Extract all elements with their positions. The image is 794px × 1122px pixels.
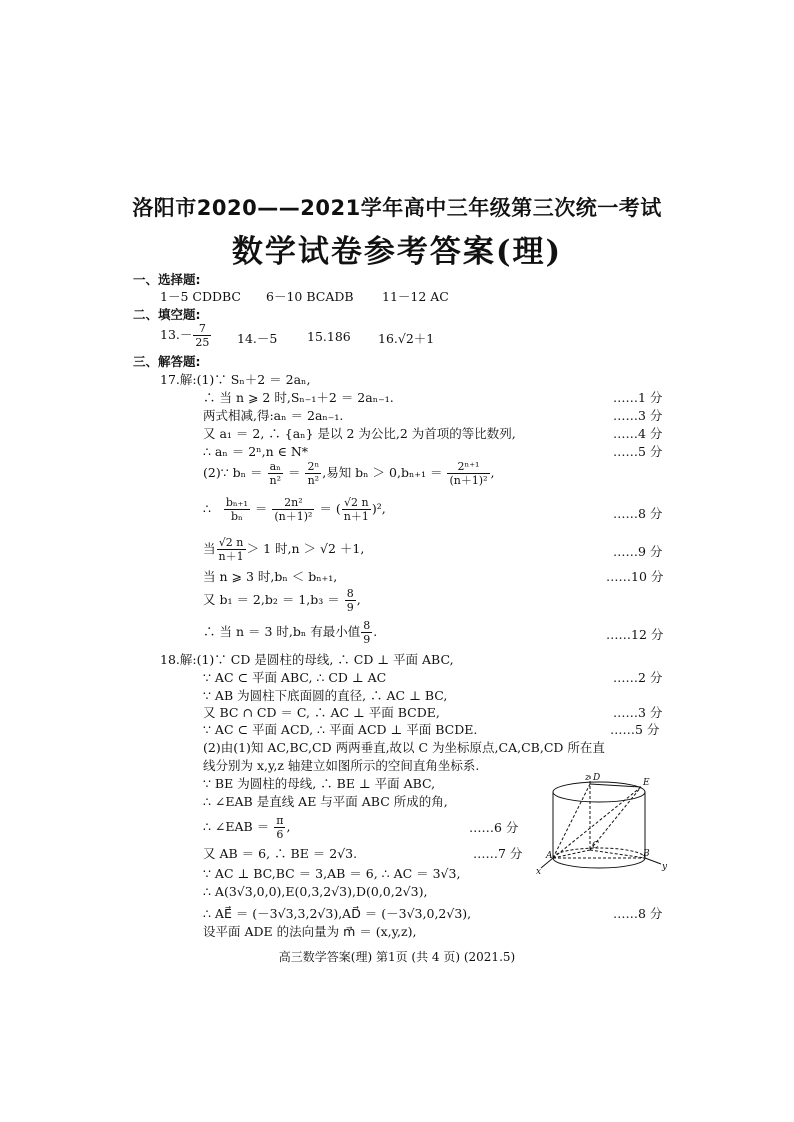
q17-l11-frac-den: 9 (363, 633, 371, 646)
label-z: z (585, 773, 590, 783)
q18-line-6: (2)由(1)知 AC,BC,CD 两两垂直,故以 C 为坐标原点,CA,CB,CD 所在直 (203, 740, 605, 755)
q18-line-2: ∵ AC ⊂ 平面 ABC, ∴ CD ⊥ AC (203, 670, 387, 685)
q18-score-8: ……8 分 (613, 906, 663, 921)
q17-line-4: 又 a₁ ＝ 2, ∴ {aₙ} 是以 2 为公比,2 为首项的等比数列, (203, 426, 516, 441)
q17-line-10: 又 b₁ ＝ 2,b₂ ＝ 1,b₃ ＝ $\frac{8}{9}$ , (203, 587, 361, 614)
q17-score-5: ……5 分 (613, 444, 663, 459)
q17-l11-prefix: ∴ 当 n ＝ 3 时,bₙ 有最小值 (203, 624, 361, 639)
q17-score-12: ……12 分 (606, 627, 664, 642)
section-choice-heading: 一、选择题: (133, 272, 201, 287)
bottom-back-arc (553, 848, 645, 858)
q18-l10-frac-num: π (276, 814, 284, 827)
q17-l6-frac2 (305, 460, 321, 487)
section-fill-heading: 二、填空题: (133, 307, 201, 322)
q17-l7-frac3-den: n＋1 (343, 510, 369, 523)
q17-score-10: ……10 分 (606, 569, 664, 584)
fill-answer-16: 16.√2＋1 (378, 331, 435, 346)
q18-line-3: ∵ AB 为圆柱下底面圆的直径, ∴ AC ⊥ BC, (203, 688, 448, 703)
label-B: B (643, 849, 650, 859)
q17-line-5: ∴ aₙ ＝ 2ⁿ,n ∈ N* (203, 444, 309, 459)
cylinder-coordinate-figure (533, 770, 673, 880)
q17-l6-frac3 (447, 460, 489, 487)
q17-l10-frac (345, 587, 356, 614)
q17-l11-frac-num: 8 (363, 619, 371, 632)
q17-l7-frac2-num: 2n² (272, 496, 314, 510)
q13-label: 13.－ (160, 327, 193, 342)
q17-score-1: ……1 分 (613, 390, 663, 405)
q18-score-7: ……7 分 (473, 846, 523, 861)
label-E: E (643, 778, 650, 788)
q17-l6-frac1-den: n² (269, 474, 281, 487)
q17-score-9: ……9 分 (613, 544, 663, 559)
q18-score-5: ……5 分 (610, 722, 660, 737)
choice-answers-1-5: 1－5 CDDBC (160, 289, 241, 304)
q18-line-12: ∵ AC ⊥ BC,BC ＝ 3,AB ＝ 6, ∴ AC ＝ 3√3, (203, 866, 461, 881)
q17-line-3: 两式相减,得:aₙ ＝ 2aₙ₋₁. (203, 408, 344, 423)
fill-answer-13 (160, 322, 212, 349)
exam-title: 洛阳市2020——2021学年高中三年级第三次统一考试 (132, 196, 662, 220)
q17-l7-frac3 (342, 496, 371, 523)
q17-l8-frac (217, 536, 246, 563)
q17-l8-prefix: 当 (203, 541, 216, 556)
q17-l6-frac2-den: n² (307, 474, 320, 487)
segment-AD (553, 784, 590, 858)
label-x: x (536, 867, 542, 877)
q17-line-1: 17.解:(1)∵ Sₙ＋2 ＝ 2aₙ, (160, 372, 311, 387)
q18-line-7: 线分别为 x,y,z 轴建立如图所示的空间直角坐标系. (203, 758, 480, 773)
section-solve-heading: 三、解答题: (133, 354, 201, 369)
q18-line-9: ∴ ∠EAB 是直线 AE 与平面 ABC 所成的角, (203, 794, 448, 809)
q17-l6-frac2-num: 2ⁿ (307, 460, 320, 473)
q17-line-9: 当 n ⩾ 3 时,bₙ ＜ bₙ₊₁, (203, 569, 338, 584)
q17-l6-frac1 (268, 460, 284, 487)
q17-l11-frac (361, 619, 372, 646)
q17-score-8: ……8 分 (613, 506, 663, 521)
bottom-front-arc (553, 858, 645, 868)
q13-fraction (193, 322, 211, 349)
segment-CB (590, 850, 645, 858)
choice-answers-11-12: 11－12 AC (382, 289, 449, 304)
q17-line-8 (203, 536, 364, 563)
q18-line-5: ∵ AC ⊂ 平面 ACD, ∴ 平面 ACD ⊥ 平面 BCDE. (203, 722, 478, 737)
q18-line-10: ∴ ∠EAB ＝ $\frac{\pi}{6}$ , (203, 814, 291, 841)
q17-line-6: (2)∵ bₙ ＝ $\frac{\text{aₙ}}{\text{n²}}$ ＝ $\frac{\text{2ⁿ}}{\text{n²}}$ ,易知 bₙ ＞ 0,bₙ₊₁ ＝ $\frac{\text{2ⁿ⁺¹}}{\text{(n＋1)²}}$ , (203, 460, 495, 487)
answer-key-title: 数学试卷参考答案(理) (231, 234, 563, 270)
label-A: A (546, 851, 553, 861)
q18-line-15: 设平面 ADE 的法向量为 m⃗ ＝ (x,y,z), (203, 924, 417, 939)
page-footer: 高三数学答案(理) 第1页 (共 4 页) (2021.5) (278, 950, 516, 964)
q17-l7-frac2-den: (n＋1)² (274, 510, 313, 523)
q17-l6-frac3-num: 2ⁿ⁺¹ (447, 460, 489, 474)
q17-line-11: ∴ 当 n ＝ 3 时,bₙ 有最小值 $\frac{8}{9}$ . (203, 619, 378, 646)
q18-score-6: ……6 分 (469, 820, 519, 835)
q17-l6-frac3-den: (n＋1)² (449, 474, 488, 487)
q17-l7-frac1-den: bₙ (230, 510, 243, 523)
q18-line-13: ∴ A(3√3,0,0),E(0,3,2√3),D(0,0,2√3), (203, 884, 428, 899)
q17-l10-prefix: 又 b₁ ＝ 2,b₂ ＝ 1,b₃ ＝ (203, 592, 340, 607)
label-C: C (592, 841, 599, 851)
q17-score-4: ……4 分 (613, 426, 663, 441)
q17-l8-frac-num: √2 n (217, 536, 246, 550)
q17-line-2: ∴ 当 n ⩾ 2 时,Sₙ₋₁＋2 ＝ 2aₙ₋₁. (203, 390, 394, 405)
q17-score-3: ……3 分 (613, 408, 663, 423)
q17-l7-prefix: ∴ (203, 501, 211, 516)
q18-line-4: 又 BC ∩ CD ＝ C, ∴ AC ⊥ 平面 BCDE, (203, 705, 440, 720)
q17-l6-frac1-num: aₙ (268, 460, 284, 474)
q17-l10-frac-num: 8 (346, 587, 354, 600)
q18-l10-frac-den: 6 (276, 828, 284, 841)
q17-l7-frac2 (272, 496, 314, 523)
q18-line-1: 18.解:(1)∵ CD 是圆柱的母线, ∴ CD ⊥ 平面 ABC, (160, 652, 454, 667)
q18-score-3: ……3 分 (613, 705, 663, 720)
label-y: y (662, 862, 668, 872)
q18-line-11: 又 AB ＝ 6, ∴ BE ＝ 2√3. (203, 846, 358, 861)
q18-l10-prefix: ∴ ∠EAB ＝ (203, 819, 270, 834)
q17-l10-frac-den: 9 (346, 601, 354, 614)
q13-numerator: 7 (193, 322, 211, 336)
q17-line-7: ∴ $\frac{\text{bₙ₊₁}}{\text{bₙ}}$ ＝ $\frac{\text{2n²}}{\text{(n＋1)²}}$ ＝ ( $\frac{√2 n}{n+1}$ )², (203, 496, 386, 523)
fill-answer-15: 15.186 (307, 329, 351, 344)
q17-l8-frac-den: n＋1 (218, 550, 244, 563)
q13-denominator: 25 (195, 336, 210, 349)
label-D: D (593, 773, 601, 783)
q17-l6-prefix: (2)∵ bₙ ＝ (203, 465, 263, 480)
q17-l8-suffix: ＞ 1 时,n ＞ √2 ＋1, (246, 541, 365, 556)
q17-l7-frac1 (224, 496, 250, 523)
q18-line-14: ∴ AE⃗ ＝ (－3√3,3,2√3),AD⃗ ＝ (－3√3,0,2√3), (203, 906, 472, 921)
q18-l10-frac (274, 814, 285, 841)
fill-answer-14: 14.－5 (237, 331, 278, 346)
q17-l7-frac3-num: √2 n (342, 496, 371, 510)
q18-score-2: ……2 分 (613, 670, 663, 685)
q17-l6-middle: ,易知 bₙ ＞ 0,bₙ₊₁ ＝ (322, 465, 443, 480)
q17-l7-frac1-num: bₙ₊₁ (225, 496, 248, 509)
q18-line-8: ∵ BE 为圆柱的母线, ∴ BE ⊥ 平面 ABC, (203, 776, 436, 791)
choice-answers-6-10: 6－10 BCADB (266, 289, 354, 304)
